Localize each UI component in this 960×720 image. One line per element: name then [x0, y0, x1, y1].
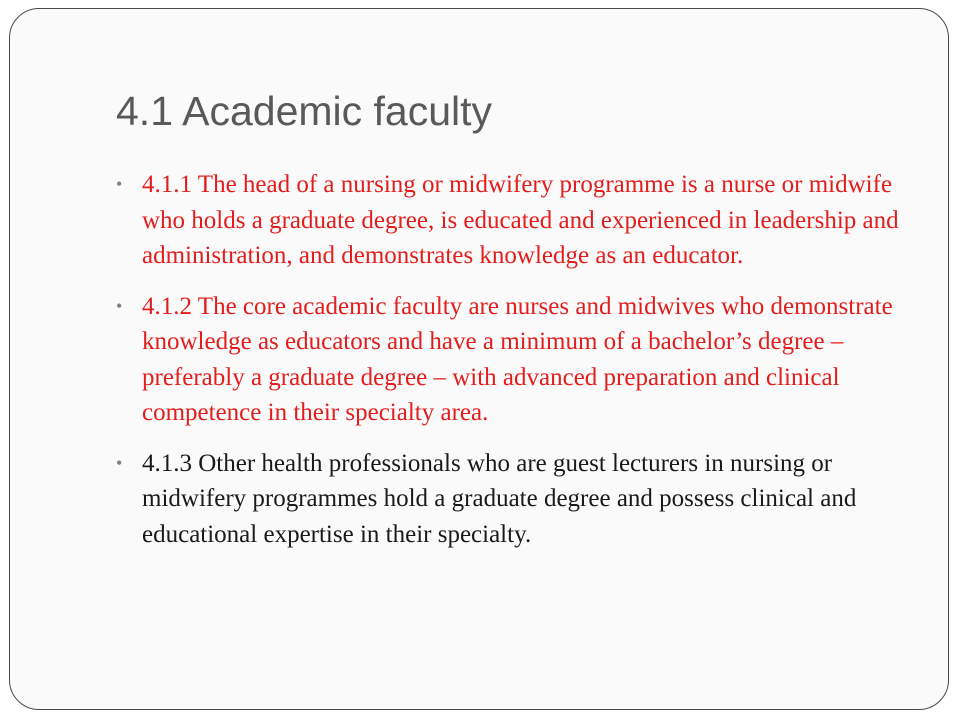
- slide-frame: [9, 8, 949, 710]
- bullet-text-4-1-3: 4.1.3 Other health professionals who are guest lecturers in nursing or midwifery programmes hold a graduate degree and possess clinical and educational expertise in their specialty.: [142, 449, 857, 548]
- slide-title: 4.1 Academic faculty: [116, 88, 493, 134]
- bullet-list: [116, 167, 906, 567]
- bullet-item: [116, 167, 906, 274]
- bullet-dot-icon: •: [116, 174, 123, 194]
- bullet-item: [116, 289, 906, 431]
- bullet-text-4-1-2: 4.1.2 The core academic faculty are nurses and midwives who demonstrate knowledge as educators and have a minimum of a bachelor’s degree –preferably a graduate degree – with advanced preparation and clinical competence in their specialty area.: [142, 292, 893, 426]
- bullet-dot-icon: •: [116, 295, 123, 316]
- bullet-text-4-1-1: 4.1.1 The head of a nursing or midwifery programme is a nurse or midwife who holds a graduate degree, is educated and experienced in leadership and administration, and demonstrates knowledge as an educator.: [142, 171, 899, 269]
- bullet-dot-icon: •: [116, 452, 123, 473]
- bullet-item: [116, 446, 906, 553]
